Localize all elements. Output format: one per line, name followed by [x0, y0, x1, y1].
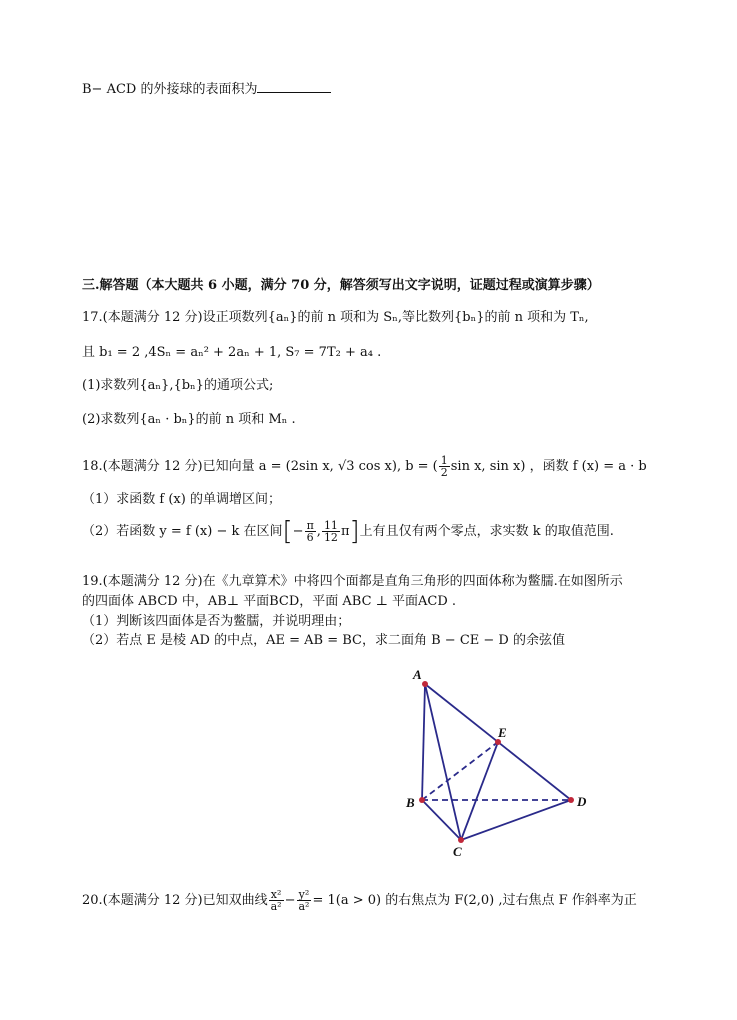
label-e: E — [498, 725, 507, 740]
interval-right-tail: π — [340, 524, 350, 539]
q20-frac2-num: y² — [297, 889, 312, 901]
q18-frac-num: 1 — [440, 454, 448, 467]
q17-part1: (1)求数列{aₙ},{bₙ}的通项公式; — [82, 378, 274, 393]
q18-line1-a: 18.(本题满分 12 分)已知向量 a = (2sin x, √3 cos x), b = ( — [82, 459, 438, 474]
section-title: 三.解答题（本大题共 6 小题，满分 70 分，解答须写出文字说明，证题过程或演算步骤） — [82, 278, 600, 293]
interval-close-bracket: ] — [349, 516, 360, 547]
interval-left-num: π — [306, 519, 314, 532]
interval-left-sign: − — [292, 524, 304, 539]
q20-line1-b: = 1(a > 0) 的右焦点为 F(2,0) ,过右焦点 F 作斜率为正 — [312, 893, 637, 908]
label-c: C — [453, 844, 462, 859]
interval-right-den: 12 — [323, 531, 338, 544]
q19-part2: （2）若点 E 是棱 AD 的中点，AE = AB = BC，求二面角 B − CE − D 的余弦值 — [82, 633, 565, 648]
q19-line2: 的四面体 ABCD 中，AB⊥ 平面BCD，平面 ABC ⊥ 平面ACD . — [82, 594, 457, 609]
q18-part2: （2）若函数 y = f (x) − k 在区间[− $\frac{\pi}{6}$ , $\frac{11}{12}$ π]上有且仅有两个零点，求实数 k 的取值范围. — [82, 516, 614, 547]
q20-frac2-den: a² — [298, 900, 310, 913]
label-d: D — [577, 794, 587, 809]
interval-right-num: 11 — [323, 519, 338, 532]
q18-part1: （1）求函数 f (x) 的单调增区间； — [82, 492, 281, 507]
q20-minus: − — [284, 893, 296, 908]
label-a: A — [413, 667, 422, 682]
q20-frac1-num: x² — [269, 889, 284, 901]
point-b — [419, 797, 425, 803]
q17-part2: (2)求数列{aₙ · bₙ}的前 n 项和 Mₙ . — [82, 412, 296, 427]
edge-bc — [422, 800, 461, 840]
point-d — [568, 797, 574, 803]
q18-part2-b: 上有且仅有两个零点，求实数 k 的取值范围. — [359, 524, 614, 539]
q19-line1: 19.(本题满分 12 分)在《九章算术》中将四个面都是直角三角形的四面体称为鳖臑.在如图所示 — [82, 574, 623, 589]
q20-frac1 — [269, 889, 284, 912]
label-b: B — [406, 795, 415, 810]
q17-line2: 且 b₁ = 2 ,4Sₙ = aₙ² + 2aₙ + 1, S₇ = 7T₂ + a₄ . — [82, 345, 382, 360]
q19-part1: （1）判断该四面体是否为鳖臑，并说明理由； — [82, 614, 351, 629]
interval-left-den: 6 — [306, 531, 314, 544]
q20-frac1-den: a² — [270, 900, 282, 913]
edge-cd — [461, 800, 571, 840]
q20-frac2 — [297, 889, 312, 912]
prev-question-text: B− ACD 的外接球的表面积为 — [82, 82, 258, 97]
q18-part2-a: （2）若函数 y = f (x) − k 在区间 — [82, 524, 283, 539]
q20-line1 — [82, 889, 637, 912]
q17-line1: 17.(本题满分 12 分)设正项数列{aₙ}的前 n 项和为 Sₙ,等比数列{bₙ}的前 n 项和为 Tₙ, — [82, 310, 589, 325]
q18-frac-den: 2 — [440, 466, 448, 479]
q20-line1-a: 20.(本题满分 12 分)已知双曲线 — [82, 893, 268, 908]
q18-line1-b: sin x, sin x) ，函数 f (x) = a · b — [450, 459, 647, 474]
point-c — [458, 837, 464, 843]
point-a — [422, 681, 428, 687]
interval-open-bracket: [ — [282, 516, 293, 547]
edge-ab — [422, 684, 425, 800]
